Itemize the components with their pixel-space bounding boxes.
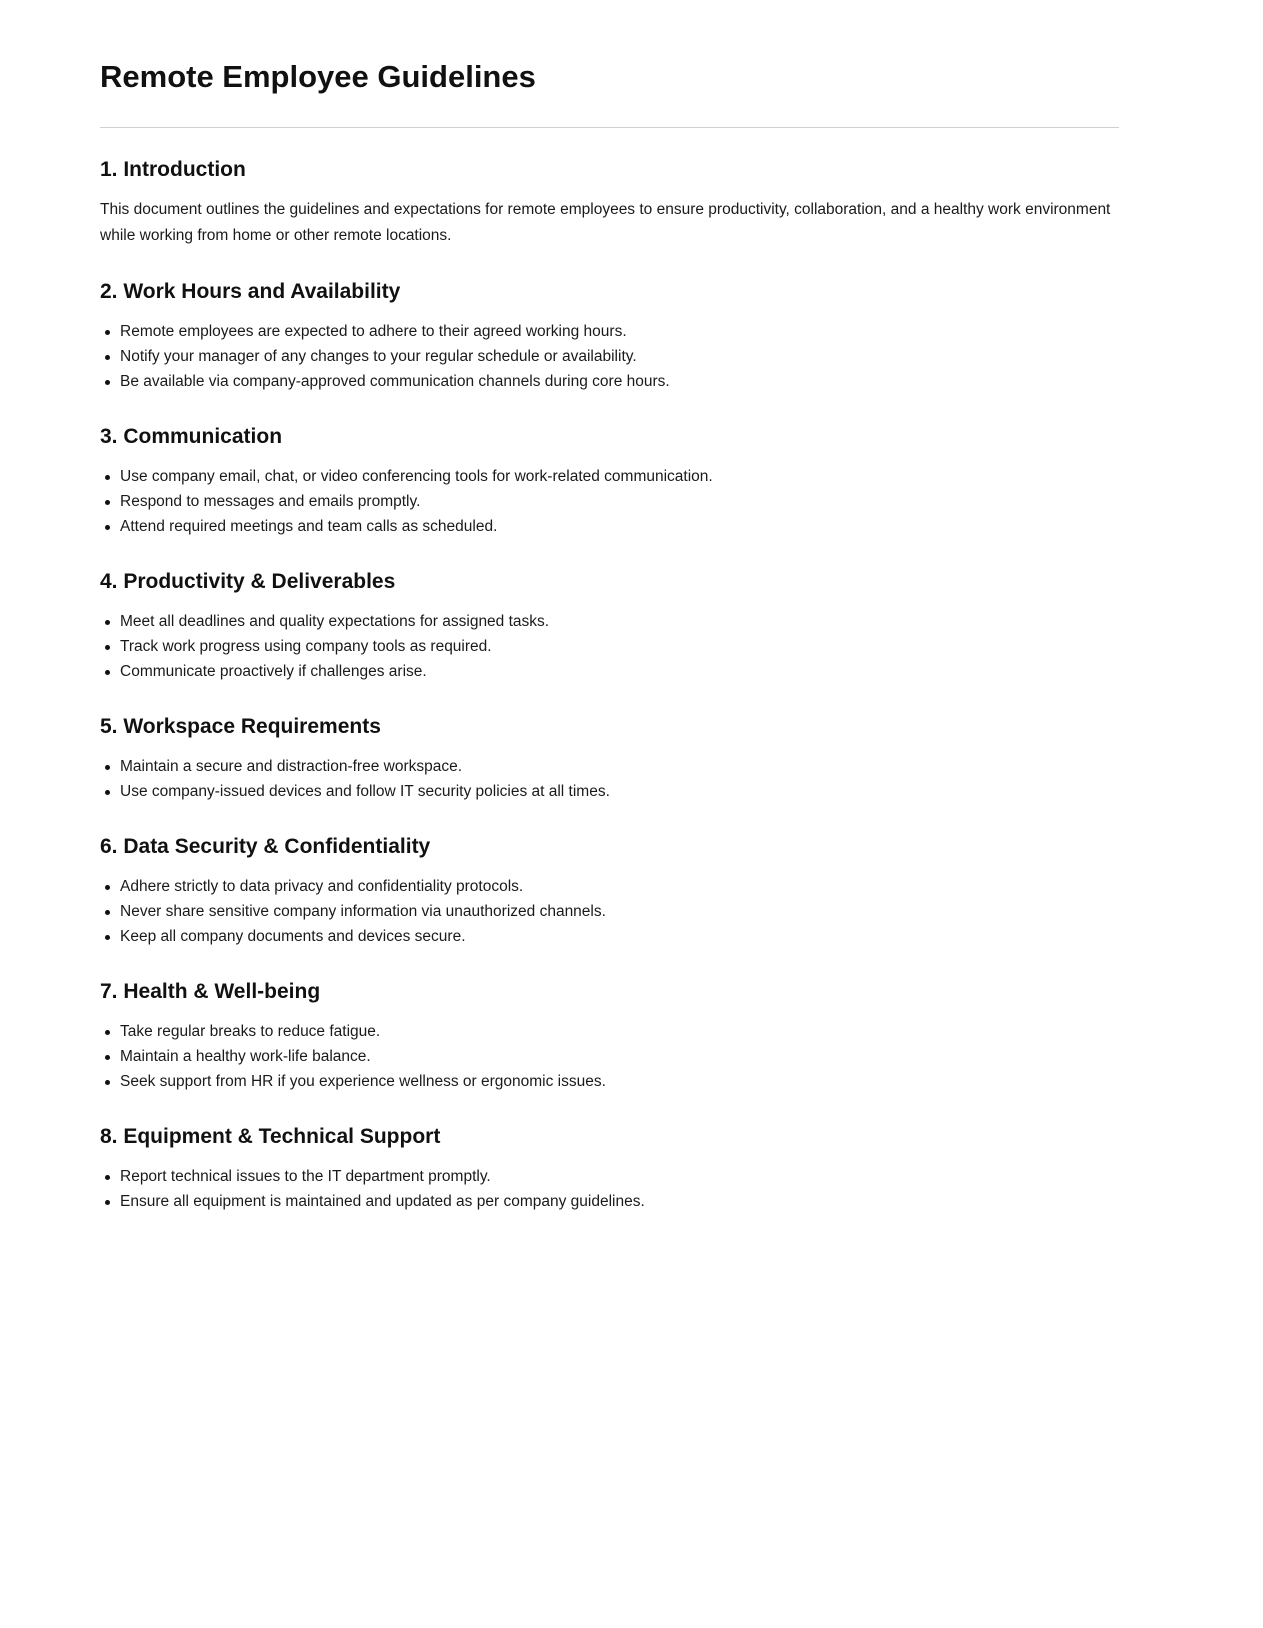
section-productivity — [100, 539, 1119, 684]
bullet-list — [100, 1019, 1119, 1094]
bullet-icon — [105, 525, 110, 530]
list-item — [120, 1164, 1119, 1189]
list-item-text: Never share sensitive company information via unauthorized channels. — [120, 903, 606, 920]
section-heading: 6. Data Security & Confidentiality — [100, 835, 431, 858]
bullet-icon — [105, 1200, 110, 1205]
bullet-icon — [105, 1030, 110, 1035]
section-workspace — [100, 684, 1119, 804]
bullet-icon — [105, 330, 110, 335]
bullet-icon — [105, 1175, 110, 1180]
list-item — [120, 319, 1119, 344]
bullet-icon — [105, 670, 110, 675]
bullet-icon — [105, 380, 110, 385]
list-item-text: Adhere strictly to data privacy and confidentiality protocols. — [120, 878, 524, 895]
section-heading: 5. Workspace Requirements — [100, 715, 381, 738]
list-item-text: Attend required meetings and team calls as scheduled. — [120, 518, 498, 535]
bullet-icon — [105, 935, 110, 940]
section-heading: 1. Introduction — [100, 158, 246, 181]
section-work-hours — [100, 249, 1119, 394]
list-item-text: Maintain a secure and distraction-free workspace. — [120, 758, 463, 775]
bullet-list — [100, 754, 1119, 804]
section-heading: 7. Health & Well-being — [100, 980, 321, 1003]
list-item-text: Communicate proactively if challenges arise. — [120, 663, 427, 680]
list-item — [120, 464, 1119, 489]
list-item — [120, 1069, 1119, 1094]
bullet-icon — [105, 790, 110, 795]
section-equipment — [100, 1094, 1119, 1214]
section-paragraph: This document outlines the guidelines and expectations for remote employees to ensure productivity, collaboration, and a healthy work environment while working from home or other remote locations. — [100, 201, 1111, 244]
section-health — [100, 949, 1119, 1094]
list-item-text: Ensure all equipment is maintained and updated as per company guidelines. — [120, 1193, 645, 1210]
list-item — [120, 489, 1119, 514]
list-item — [120, 344, 1119, 369]
bullet-list — [100, 609, 1119, 684]
list-item — [120, 659, 1119, 684]
list-item-text: Maintain a healthy work-life balance. — [120, 1048, 371, 1065]
bullet-list — [100, 874, 1119, 949]
section-introduction — [100, 128, 1119, 249]
list-item-text: Notify your manager of any changes to your regular schedule or availability. — [120, 348, 637, 365]
bullet-icon — [105, 1055, 110, 1060]
section-data-security — [100, 804, 1119, 949]
list-item — [120, 1019, 1119, 1044]
bullet-icon — [105, 475, 110, 480]
bullet-list — [100, 464, 1119, 539]
list-item — [120, 1189, 1119, 1214]
section-communication — [100, 394, 1119, 539]
section-heading: 3. Communication — [100, 425, 283, 448]
list-item — [120, 514, 1119, 539]
document-title: Remote Employee Guidelines — [100, 59, 536, 94]
list-item-text: Track work progress using company tools as required. — [120, 638, 492, 655]
section-heading: 8. Equipment & Technical Support — [100, 1125, 441, 1148]
list-item — [120, 924, 1119, 949]
list-item-text: Take regular breaks to reduce fatigue. — [120, 1023, 381, 1040]
list-item-text: Remote employees are expected to adhere to their agreed working hours. — [120, 323, 627, 340]
list-item-text: Use company email, chat, or video conferencing tools for work-related communication. — [120, 468, 713, 485]
list-item-text: Meet all deadlines and quality expectations for assigned tasks. — [120, 613, 550, 630]
list-item — [120, 369, 1119, 394]
list-item-text: Be available via company-approved communication channels during core hours. — [120, 373, 670, 390]
list-item — [120, 754, 1119, 779]
list-item — [120, 874, 1119, 899]
list-item-text: Keep all company documents and devices secure. — [120, 928, 466, 945]
bullet-icon — [105, 885, 110, 890]
bullet-list — [100, 1164, 1119, 1214]
list-item-text: Respond to messages and emails promptly. — [120, 493, 421, 510]
list-item-text: Use company-issued devices and follow IT security policies at all times. — [120, 783, 610, 800]
list-item — [120, 609, 1119, 634]
bullet-list — [100, 319, 1119, 394]
list-item — [120, 779, 1119, 804]
list-item — [120, 1044, 1119, 1069]
list-item — [120, 634, 1119, 659]
list-item-text: Report technical issues to the IT department promptly. — [120, 1168, 491, 1185]
list-item-text: Seek support from HR if you experience wellness or ergonomic issues. — [120, 1073, 606, 1090]
bullet-icon — [105, 910, 110, 915]
bullet-icon — [105, 1080, 110, 1085]
bullet-icon — [105, 355, 110, 360]
bullet-icon — [105, 500, 110, 505]
bullet-icon — [105, 765, 110, 770]
bullet-icon — [105, 645, 110, 650]
list-item — [120, 899, 1119, 924]
section-heading: 4. Productivity & Deliverables — [100, 570, 396, 593]
section-heading: 2. Work Hours and Availability — [100, 280, 401, 303]
bullet-icon — [105, 620, 110, 625]
